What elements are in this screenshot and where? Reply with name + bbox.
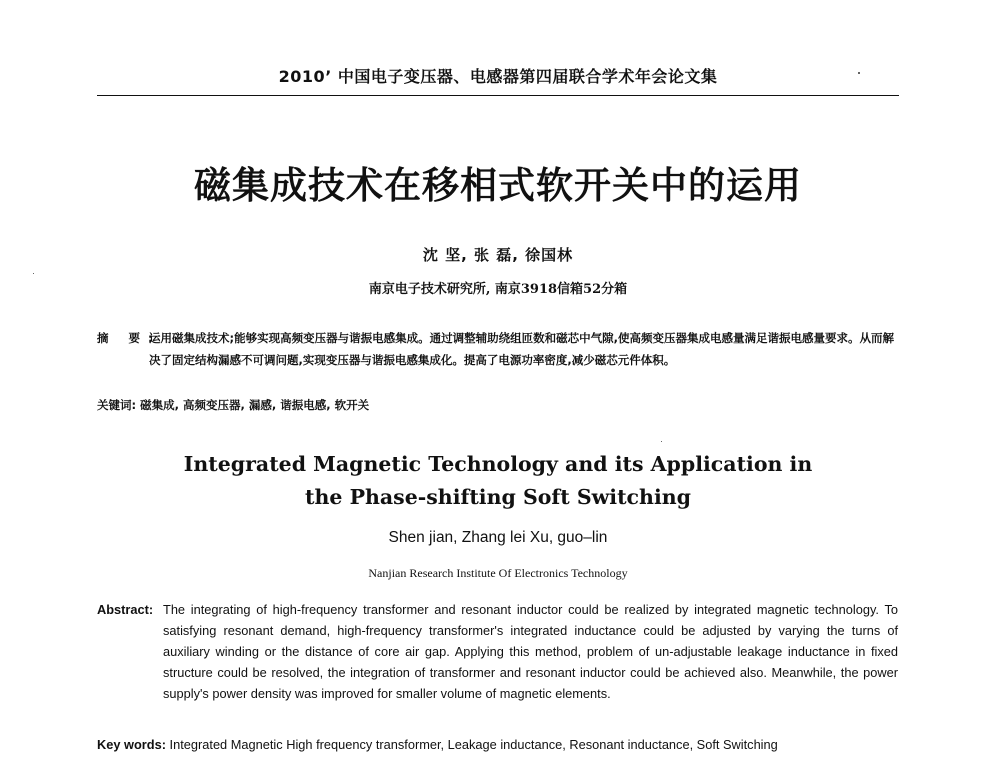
header-rule (97, 95, 899, 96)
english-keywords-text: Integrated Magnetic High frequency transformer, Leakage inductance, Resonant inductance, Soft Switching (169, 737, 778, 752)
chinese-keywords-label: 关键词: (97, 398, 137, 412)
chinese-keywords (97, 397, 369, 413)
english-affiliation: Nanjian Research Institute Of Electronics Technology (368, 566, 628, 580)
english-keywords-label: Key words: (97, 737, 166, 752)
english-title-line-2: the Phase-shifting Soft Switching (305, 485, 691, 509)
running-header: 2010’ 中国电子变压器、电感器第四届联合学术年会论文集 (278, 67, 718, 86)
chinese-affiliation: 南京电子技术研究所, 南京3918信箱52分箱 (368, 282, 628, 297)
english-abstract-label: Abstract: (97, 602, 154, 617)
english-authors: Shen jian, Zhang lei Xu, guo–lin (388, 529, 608, 546)
english-abstract-text: The integrating of high-frequency transformer and resonant inductor could be realized by integrated magnetic technology. To satisfying resonant demand, high-frequency transformer's integrated inductance could be adjusted by varying the turns of auxiliary winding or the distance of core air gap. Applying this method, problem of un-adjustable leakage inductance in fixed structure could be resolved, the integration of transformer and resonant inductor could be achieved also. Meanwhile, the power supply's power density was improved for smaller volume of magnetic elements. (163, 602, 898, 701)
english-title (97, 448, 899, 514)
english-abstract (97, 599, 899, 704)
chinese-keywords-text: 磁集成, 高频变压器, 漏感, 谐振电感, 软开关 (140, 398, 370, 412)
scan-speck (858, 72, 860, 74)
chinese-authors: 沈 坚, 张 磊, 徐国林 (422, 246, 574, 264)
english-title-line-1: Integrated Magnetic Technology and its Application in (183, 452, 813, 476)
chinese-abstract-text: 运用磁集成技术;能够实现高频变压器与谐振电感集成。通过调整辅助绕组匝数和磁芯中气隙,使高频变压器集成电感量满足谐振电感量要求。从而解决了固定结构漏感不可调问题,实现变压器与谐振电感集成化。提高了电源功率密度,减少磁芯元件体积。 (149, 331, 894, 367)
scan-speck (661, 441, 662, 442)
chinese-abstract (97, 327, 899, 371)
scan-speck (33, 273, 34, 274)
chinese-title: 磁集成技术在移相式软开关中的运用 (194, 164, 802, 207)
english-keywords (97, 737, 778, 752)
chinese-abstract-label: 摘 要: (97, 331, 161, 345)
